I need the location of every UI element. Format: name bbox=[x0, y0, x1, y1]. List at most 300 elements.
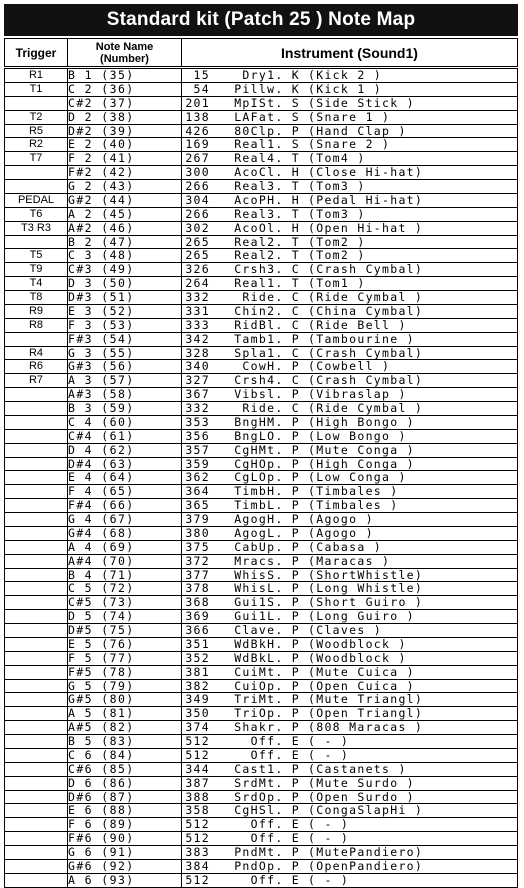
patch-number: 304 bbox=[185, 193, 210, 207]
table-row bbox=[5, 124, 518, 138]
instrument-cell bbox=[182, 110, 518, 124]
trigger-cell bbox=[5, 388, 68, 402]
instrument-cell bbox=[182, 332, 518, 346]
patch-number: 383 bbox=[185, 845, 210, 859]
trigger-cell bbox=[5, 679, 68, 693]
sound-name: (High Conga ) bbox=[308, 457, 415, 471]
patch-number: 331 bbox=[185, 304, 210, 318]
trigger-cell bbox=[5, 513, 68, 527]
patch-name: AcoOl. H bbox=[234, 221, 300, 235]
table-row bbox=[5, 166, 518, 180]
note-name-header bbox=[68, 39, 182, 68]
table-row bbox=[5, 610, 518, 624]
sound-name: (Open Cuica ) bbox=[308, 679, 415, 693]
instrument-cell bbox=[182, 277, 518, 291]
sound-name: (Tom2 ) bbox=[308, 248, 366, 263]
sound-name: (Hand Clap ) bbox=[308, 124, 407, 138]
note-cell: G 3 (55) bbox=[68, 346, 182, 360]
trigger-cell: R9 bbox=[5, 304, 68, 318]
table-row bbox=[5, 193, 518, 207]
instrument-cell bbox=[182, 291, 518, 305]
instrument-cell bbox=[182, 68, 518, 83]
note-cell: C 6 (84) bbox=[68, 748, 182, 762]
table-row bbox=[5, 110, 518, 124]
table-row bbox=[5, 776, 518, 790]
instrument-cell bbox=[182, 624, 518, 638]
table-row bbox=[5, 859, 518, 873]
table-row bbox=[5, 402, 518, 416]
note-cell: C#4 (61) bbox=[68, 429, 182, 443]
sound-name: ( - ) bbox=[308, 873, 350, 887]
patch-name: Dry1. K bbox=[242, 68, 300, 82]
sound-name: (Snare 1 ) bbox=[308, 110, 391, 124]
patch-number: 368 bbox=[185, 595, 210, 610]
trigger-cell bbox=[5, 582, 68, 596]
sound-name: ( - ) bbox=[308, 817, 350, 832]
patch-name: Real1. T bbox=[234, 276, 300, 291]
patch-name: Gui1L. P bbox=[234, 609, 300, 624]
instrument-cell bbox=[182, 610, 518, 624]
sound-name: (MutePandiero) bbox=[308, 845, 424, 859]
patch-name: Off. E bbox=[250, 734, 300, 748]
note-cell: C 4 (60) bbox=[68, 415, 182, 429]
table-row bbox=[5, 540, 518, 554]
note-cell: F 4 (65) bbox=[68, 485, 182, 499]
patch-number: 362 bbox=[185, 470, 210, 485]
note-cell: F 6 (89) bbox=[68, 818, 182, 832]
instrument-cell bbox=[182, 637, 518, 651]
table-row bbox=[5, 82, 518, 96]
sound-name: (Claves ) bbox=[308, 623, 383, 637]
note-cell: D#4 (63) bbox=[68, 457, 182, 471]
trigger-cell bbox=[5, 707, 68, 721]
trigger-cell bbox=[5, 721, 68, 735]
instrument-cell bbox=[182, 402, 518, 416]
sound-name: (Long Whistle) bbox=[308, 581, 424, 596]
note-cell: D 4 (62) bbox=[68, 443, 182, 457]
trigger-cell bbox=[5, 526, 68, 540]
sound-name: (Maracas ) bbox=[308, 554, 391, 568]
number-label: (Number) bbox=[100, 52, 149, 65]
sound-name: (Cabasa ) bbox=[308, 540, 383, 554]
trigger-cell bbox=[5, 735, 68, 749]
trigger-cell bbox=[5, 832, 68, 846]
sound-name: (Timbales ) bbox=[308, 484, 399, 499]
trigger-cell bbox=[5, 748, 68, 762]
patch-name: TimbH. P bbox=[234, 484, 300, 499]
note-cell: C#2 (37) bbox=[68, 96, 182, 110]
trigger-cell: T1 bbox=[5, 82, 68, 96]
note-cell: F#4 (66) bbox=[68, 499, 182, 513]
patch-number: 266 bbox=[185, 207, 210, 221]
table-row bbox=[5, 818, 518, 832]
trigger-cell: T9 bbox=[5, 263, 68, 277]
note-cell: B 5 (83) bbox=[68, 735, 182, 749]
patch-number: 352 bbox=[185, 651, 210, 665]
note-cell: D 2 (38) bbox=[68, 110, 182, 124]
instrument-cell bbox=[182, 485, 518, 499]
patch-number: 353 bbox=[185, 415, 210, 429]
trigger-cell: R1 bbox=[5, 68, 68, 83]
note-cell: C 5 (72) bbox=[68, 582, 182, 596]
patch-number: 512 bbox=[185, 748, 210, 762]
instrument-cell bbox=[182, 540, 518, 554]
trigger-cell bbox=[5, 624, 68, 638]
table-row bbox=[5, 332, 518, 346]
patch-number: 302 bbox=[185, 221, 210, 235]
patch-name: WhisS. P bbox=[234, 568, 300, 582]
note-cell: G#5 (80) bbox=[68, 693, 182, 707]
table-row bbox=[5, 68, 518, 83]
patch-name: TriMt. P bbox=[234, 692, 300, 707]
patch-number: 382 bbox=[185, 679, 210, 693]
patch-number: 374 bbox=[185, 720, 210, 735]
table-row bbox=[5, 526, 518, 540]
note-cell: D#6 (87) bbox=[68, 790, 182, 804]
sound-name: (Woodblock ) bbox=[308, 637, 407, 651]
table-row bbox=[5, 554, 518, 568]
trigger-cell: T3 R3 bbox=[5, 221, 68, 235]
instrument-cell bbox=[182, 873, 518, 887]
instrument-cell bbox=[182, 207, 518, 221]
sound-name: (Long Guiro ) bbox=[308, 609, 415, 624]
table-row bbox=[5, 291, 518, 305]
note-cell: B 3 (59) bbox=[68, 402, 182, 416]
patch-number: 381 bbox=[185, 665, 210, 679]
patch-name: PndOp. P bbox=[234, 859, 300, 873]
sound-name: (Mute Surdo ) bbox=[308, 776, 415, 790]
sound-name: (Woodblock ) bbox=[308, 651, 407, 665]
instrument-header: Instrument (Sound1) bbox=[182, 39, 518, 68]
patch-number: 344 bbox=[185, 762, 210, 776]
patch-name: RidBl. C bbox=[234, 318, 300, 332]
sound-name: (Open Hi-hat ) bbox=[308, 221, 424, 235]
patch-name: AgogH. P bbox=[234, 512, 300, 526]
note-cell: G 2 (43) bbox=[68, 180, 182, 194]
note-rows bbox=[5, 68, 518, 888]
sound-name: (Open Triangl) bbox=[308, 706, 424, 721]
instrument-cell bbox=[182, 859, 518, 873]
table-row bbox=[5, 651, 518, 665]
patch-name: MpISt. S bbox=[234, 96, 300, 110]
instrument-cell bbox=[182, 582, 518, 596]
trigger-cell bbox=[5, 443, 68, 457]
sound-name: (Tom3 ) bbox=[308, 207, 366, 221]
instrument-cell bbox=[182, 221, 518, 235]
sound-name: (Close Hi-hat) bbox=[308, 165, 424, 180]
patch-name: CuiMt. P bbox=[234, 665, 300, 679]
patch-number: 359 bbox=[185, 457, 210, 471]
sound-name: (Open Surdo ) bbox=[308, 790, 415, 804]
instrument-cell bbox=[182, 748, 518, 762]
sound-name: (Cowbell ) bbox=[308, 359, 391, 374]
sound-name: (Tom1 ) bbox=[308, 276, 366, 291]
patch-name: CgHSl. P bbox=[234, 803, 300, 818]
patch-name: PndMt. P bbox=[234, 845, 300, 859]
note-cell: C#3 (49) bbox=[68, 263, 182, 277]
note-cell: A 6 (93) bbox=[68, 873, 182, 887]
table-row bbox=[5, 180, 518, 194]
table-row bbox=[5, 693, 518, 707]
trigger-cell bbox=[5, 96, 68, 110]
instrument-cell bbox=[182, 790, 518, 804]
patch-name: Real2. T bbox=[234, 248, 300, 263]
trigger-cell: R5 bbox=[5, 124, 68, 138]
trigger-cell bbox=[5, 166, 68, 180]
note-cell: A 4 (69) bbox=[68, 540, 182, 554]
patch-number: 512 bbox=[185, 734, 210, 748]
table-row bbox=[5, 443, 518, 457]
trigger-cell: T8 bbox=[5, 291, 68, 305]
sound-name: (Ride Bell ) bbox=[308, 318, 407, 332]
table-row bbox=[5, 499, 518, 513]
instrument-cell bbox=[182, 235, 518, 249]
sound-name: (Snare 2 ) bbox=[308, 137, 391, 152]
trigger-cell: T4 bbox=[5, 277, 68, 291]
sound-name: ( - ) bbox=[308, 831, 350, 846]
sound-name: (Tom4 ) bbox=[308, 151, 366, 166]
patch-number: 512 bbox=[185, 831, 210, 846]
patch-number: 378 bbox=[185, 581, 210, 596]
patch-number: 332 bbox=[185, 290, 210, 304]
patch-name: CgLOp. P bbox=[234, 470, 300, 485]
trigger-cell bbox=[5, 554, 68, 568]
sound-name: (Agogo ) bbox=[308, 512, 374, 526]
instrument-cell bbox=[182, 166, 518, 180]
table-row bbox=[5, 568, 518, 582]
patch-name: AcoPH. H bbox=[234, 193, 300, 207]
patch-name: Cast1. P bbox=[234, 762, 300, 776]
patch-number: 267 bbox=[185, 151, 210, 166]
trigger-cell bbox=[5, 499, 68, 513]
trigger-cell bbox=[5, 568, 68, 582]
patch-name: TimbL. P bbox=[234, 498, 300, 513]
note-cell: G 5 (79) bbox=[68, 679, 182, 693]
table-row bbox=[5, 679, 518, 693]
patch-number: 342 bbox=[185, 332, 210, 346]
patch-number: 326 bbox=[185, 262, 210, 277]
table-row bbox=[5, 790, 518, 804]
sound-name: (ShortWhistle) bbox=[308, 568, 424, 582]
table-row bbox=[5, 388, 518, 402]
note-cell: F 3 (53) bbox=[68, 318, 182, 332]
instrument-cell bbox=[182, 263, 518, 277]
sound-name: (Castanets ) bbox=[308, 762, 407, 776]
patch-number: 366 bbox=[185, 623, 210, 637]
patch-name: Shakr. P bbox=[234, 720, 300, 735]
trigger-cell: T7 bbox=[5, 152, 68, 166]
instrument-cell bbox=[182, 693, 518, 707]
trigger-cell bbox=[5, 846, 68, 860]
patch-number: 512 bbox=[185, 873, 210, 887]
note-cell: G#2 (44) bbox=[68, 193, 182, 207]
trigger-cell bbox=[5, 402, 68, 416]
trigger-cell bbox=[5, 804, 68, 818]
trigger-cell: T2 bbox=[5, 110, 68, 124]
patch-name: CowH. P bbox=[242, 359, 300, 374]
instrument-cell bbox=[182, 429, 518, 443]
note-cell: F#5 (78) bbox=[68, 665, 182, 679]
trigger-cell bbox=[5, 665, 68, 679]
note-cell: A#4 (70) bbox=[68, 554, 182, 568]
patch-name: SrdMt. P bbox=[234, 776, 300, 790]
sound-name: (Tom3 ) bbox=[308, 179, 366, 193]
sound-name: (Tambourine ) bbox=[308, 332, 415, 346]
sound-name: (High Bongo ) bbox=[308, 415, 415, 429]
note-map-table bbox=[4, 38, 518, 888]
patch-name: CgHOp. P bbox=[234, 457, 300, 471]
note-cell: A#5 (82) bbox=[68, 721, 182, 735]
table-row bbox=[5, 624, 518, 638]
patch-name: Off. E bbox=[250, 873, 300, 887]
sound-name: (Crash Cymbal) bbox=[308, 373, 424, 388]
instrument-cell bbox=[182, 96, 518, 110]
note-cell: F 2 (41) bbox=[68, 152, 182, 166]
patch-number: 387 bbox=[185, 776, 210, 790]
trigger-cell bbox=[5, 859, 68, 873]
instrument-cell bbox=[182, 457, 518, 471]
page-title: Standard kit (Patch 25 ) Note Map bbox=[4, 4, 518, 36]
instrument-cell bbox=[182, 138, 518, 152]
table-row bbox=[5, 263, 518, 277]
note-cell: F 5 (77) bbox=[68, 651, 182, 665]
instrument-cell bbox=[182, 124, 518, 138]
trigger-cell bbox=[5, 596, 68, 610]
sound-name: (Crash Cymbal) bbox=[308, 346, 424, 360]
instrument-cell bbox=[182, 360, 518, 374]
table-row bbox=[5, 735, 518, 749]
note-cell: F#3 (54) bbox=[68, 332, 182, 346]
patch-name: WdBkL. P bbox=[234, 651, 300, 665]
sound-name: (Kick 1 ) bbox=[308, 82, 383, 96]
sound-name: (Timbales ) bbox=[308, 498, 399, 513]
patch-name: Chin2. C bbox=[234, 304, 300, 318]
sound-name: (China Cymbal) bbox=[308, 304, 424, 318]
trigger-cell bbox=[5, 235, 68, 249]
instrument-cell bbox=[182, 513, 518, 527]
note-cell: C#5 (73) bbox=[68, 596, 182, 610]
note-cell: A#2 (46) bbox=[68, 221, 182, 235]
note-cell: D 6 (86) bbox=[68, 776, 182, 790]
note-cell: G 4 (67) bbox=[68, 513, 182, 527]
trigger-cell: R6 bbox=[5, 360, 68, 374]
table-row bbox=[5, 346, 518, 360]
instrument-cell bbox=[182, 735, 518, 749]
patch-number: 300 bbox=[185, 165, 210, 180]
note-cell: D#5 (75) bbox=[68, 624, 182, 638]
table-row bbox=[5, 249, 518, 263]
patch-number: 328 bbox=[185, 346, 210, 360]
trigger-cell bbox=[5, 180, 68, 194]
patch-name: Clave. P bbox=[234, 623, 300, 637]
instrument-cell bbox=[182, 776, 518, 790]
patch-name: 80Clp. P bbox=[234, 124, 300, 138]
table-row bbox=[5, 138, 518, 152]
note-cell: G#6 (92) bbox=[68, 859, 182, 873]
patch-name: Gui1S. P bbox=[234, 595, 300, 610]
patch-number: 349 bbox=[185, 692, 210, 707]
instrument-cell bbox=[182, 679, 518, 693]
note-cell: G#3 (56) bbox=[68, 360, 182, 374]
table-row bbox=[5, 360, 518, 374]
patch-name: Off. E bbox=[250, 817, 300, 832]
table-row bbox=[5, 96, 518, 110]
patch-number: 201 bbox=[185, 96, 210, 110]
table-row bbox=[5, 665, 518, 679]
trigger-cell: T5 bbox=[5, 249, 68, 263]
table-row bbox=[5, 471, 518, 485]
patch-name: Off. E bbox=[250, 748, 300, 762]
patch-number: 138 bbox=[185, 110, 210, 124]
note-cell: F#6 (90) bbox=[68, 832, 182, 846]
table-row bbox=[5, 846, 518, 860]
patch-name: WdBkH. P bbox=[234, 637, 300, 651]
table-row bbox=[5, 318, 518, 332]
note-cell: G 6 (91) bbox=[68, 846, 182, 860]
patch-number: 372 bbox=[185, 554, 210, 568]
patch-number: 264 bbox=[185, 276, 210, 291]
patch-number: 265 bbox=[185, 248, 210, 263]
instrument-cell bbox=[182, 304, 518, 318]
table-row bbox=[5, 721, 518, 735]
trigger-cell bbox=[5, 693, 68, 707]
instrument-cell bbox=[182, 415, 518, 429]
patch-name: Crsh3. C bbox=[234, 262, 300, 277]
patch-number: 369 bbox=[185, 609, 210, 624]
note-cell: E 6 (88) bbox=[68, 804, 182, 818]
instrument-cell bbox=[182, 388, 518, 402]
patch-name: AcoCl. H bbox=[234, 165, 300, 180]
patch-number: 333 bbox=[185, 318, 210, 332]
note-cell: A 3 (57) bbox=[68, 374, 182, 388]
trigger-cell bbox=[5, 818, 68, 832]
sound-name: (Low Conga ) bbox=[308, 470, 407, 485]
table-row bbox=[5, 221, 518, 235]
table-row bbox=[5, 513, 518, 527]
instrument-cell bbox=[182, 596, 518, 610]
patch-name: Ride. C bbox=[242, 290, 300, 304]
sound-name: (Short Guiro ) bbox=[308, 595, 424, 610]
sound-name: (Vibraslap ) bbox=[308, 387, 407, 402]
instrument-cell bbox=[182, 180, 518, 194]
instrument-cell bbox=[182, 346, 518, 360]
patch-number: 377 bbox=[185, 568, 210, 582]
trigger-cell: R2 bbox=[5, 138, 68, 152]
patch-number: 375 bbox=[185, 540, 210, 554]
trigger-cell bbox=[5, 471, 68, 485]
trigger-cell: R8 bbox=[5, 318, 68, 332]
note-cell: E 4 (64) bbox=[68, 471, 182, 485]
patch-number: 340 bbox=[185, 359, 210, 374]
note-cell: B 1 (35) bbox=[68, 68, 182, 83]
note-cell: D#3 (51) bbox=[68, 291, 182, 305]
trigger-cell bbox=[5, 776, 68, 790]
sound-name: (Pedal Hi-hat) bbox=[308, 193, 424, 207]
instrument-cell bbox=[182, 721, 518, 735]
instrument-cell bbox=[182, 499, 518, 513]
patch-name: BngLO. P bbox=[234, 429, 300, 443]
instrument-cell bbox=[182, 846, 518, 860]
patch-name: Ride. C bbox=[242, 401, 300, 415]
sound-name: ( - ) bbox=[308, 734, 350, 748]
patch-number: 169 bbox=[185, 137, 210, 152]
patch-name: Mracs. P bbox=[234, 554, 300, 568]
instrument-cell bbox=[182, 318, 518, 332]
patch-name: CabUp. P bbox=[234, 540, 300, 554]
patch-number: 54 bbox=[193, 82, 210, 96]
table-row bbox=[5, 415, 518, 429]
patch-name: Spla1. C bbox=[234, 346, 300, 360]
